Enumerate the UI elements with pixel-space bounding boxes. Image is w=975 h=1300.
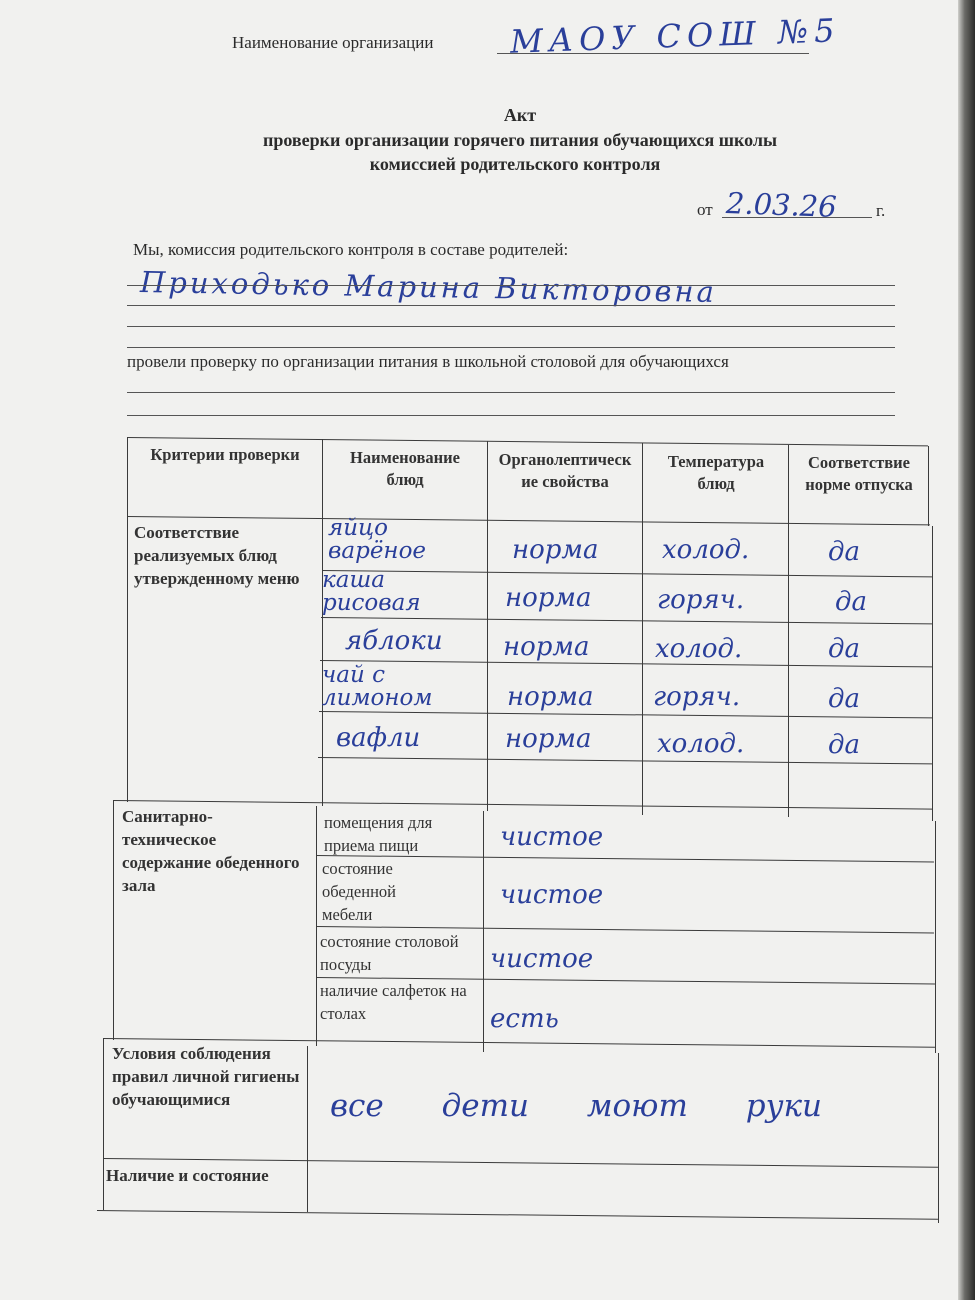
grid-v [487, 441, 488, 811]
check-text: провели проверку по организации питания в школьной столовой для обучающихся [127, 352, 729, 371]
act-subtitle-1: проверки организации горячего питания обучающихся школы [262, 130, 778, 150]
sanitary-label: наличие салфеток на столах [320, 981, 467, 1023]
member-line-4 [127, 347, 895, 348]
col-header-dish: Наименование блюд [350, 448, 460, 489]
dish-temperature: горяч. [657, 585, 745, 615]
check-line-2 [127, 415, 895, 416]
grid-v [935, 821, 936, 1053]
dish-name: вафли [336, 723, 421, 753]
check-line-1 [127, 392, 895, 393]
dish-norm: да [828, 684, 860, 714]
dish-temperature: холод. [662, 535, 750, 565]
section-sanitary-label: Санитарно-техническое содержание обеденного зала [122, 807, 300, 895]
act-title: Акт [503, 105, 537, 125]
grid-v [928, 446, 929, 526]
dish-temperature: горяч. [653, 682, 741, 712]
grid-v [932, 526, 933, 821]
sanitary-value: чистое [500, 880, 604, 910]
dish-organoleptic: норма [505, 583, 592, 613]
grid-v [103, 1038, 104, 1210]
grid-v [642, 443, 643, 815]
sanitary-label: состояние обеденной мебели [322, 859, 396, 924]
act-subtitle-2: комиссией родительского контроля [369, 154, 661, 174]
dish-organoleptic: норма [512, 535, 599, 565]
sanitary-value: есть [490, 1004, 559, 1034]
dish-name: яблоки [345, 626, 443, 656]
hygiene-label: Условия соблюдения правил личной гигиены обучающимися [112, 1044, 300, 1109]
section-menu-label: Соответствие реализуемых блюд утвержденному меню [134, 523, 300, 588]
sanitary-label: состояние столовой посуды [320, 932, 459, 974]
dish-name: яйцо варёное [328, 515, 427, 564]
member-line-3 [127, 326, 895, 327]
hygiene-value: все дети моют руки [330, 1088, 823, 1124]
sanitary-value: чистое [490, 944, 594, 974]
col-header-temperature: Температура блюд [667, 452, 765, 493]
col-header-organoleptic: Органолептические свойства [498, 450, 632, 491]
dish-name: каша рисовая [322, 567, 421, 616]
date-suffix: г. [876, 201, 886, 220]
grid-v [307, 1046, 308, 1212]
dish-norm: да [828, 537, 860, 567]
dish-norm: да [828, 634, 860, 664]
col-header-criteria: Критерии проверки [150, 445, 300, 464]
last-section-label: Наличие и состояние [106, 1166, 269, 1185]
org-value: МАОУ СОШ №5 [509, 11, 842, 61]
grid-v [127, 437, 128, 802]
dish-name: чай с лимоном [322, 662, 433, 711]
grid-v [113, 800, 114, 1040]
date-underline [722, 217, 872, 218]
org-label: Наименование организации [232, 33, 434, 52]
dish-norm: да [835, 587, 867, 617]
dish-organoleptic: норма [505, 724, 592, 754]
date-prefix: от [697, 200, 713, 219]
member-line-2 [127, 305, 895, 306]
commission-intro: Мы, комиссия родительского контроля в составе родителей: [133, 240, 569, 259]
member-line-1 [127, 285, 895, 286]
sanitary-label: помещения для приема пищи [324, 813, 433, 855]
commission-member: Приходько Марина Викторовна [139, 264, 718, 310]
dish-temperature: холод. [655, 634, 743, 664]
dish-temperature: холод. [657, 729, 745, 759]
dish-organoleptic: норма [507, 682, 594, 712]
date-value: 2.03.26 [725, 186, 838, 224]
dish-norm: да [828, 730, 860, 760]
page-edge-shadow [958, 0, 975, 1300]
grid-v [322, 439, 323, 806]
sanitary-value: чистое [500, 822, 604, 852]
col-header-norm: Соответствие норме отпуска [805, 453, 913, 494]
grid-v [483, 811, 484, 1052]
dish-organoleptic: норма [503, 632, 590, 662]
grid-v [938, 1053, 939, 1223]
